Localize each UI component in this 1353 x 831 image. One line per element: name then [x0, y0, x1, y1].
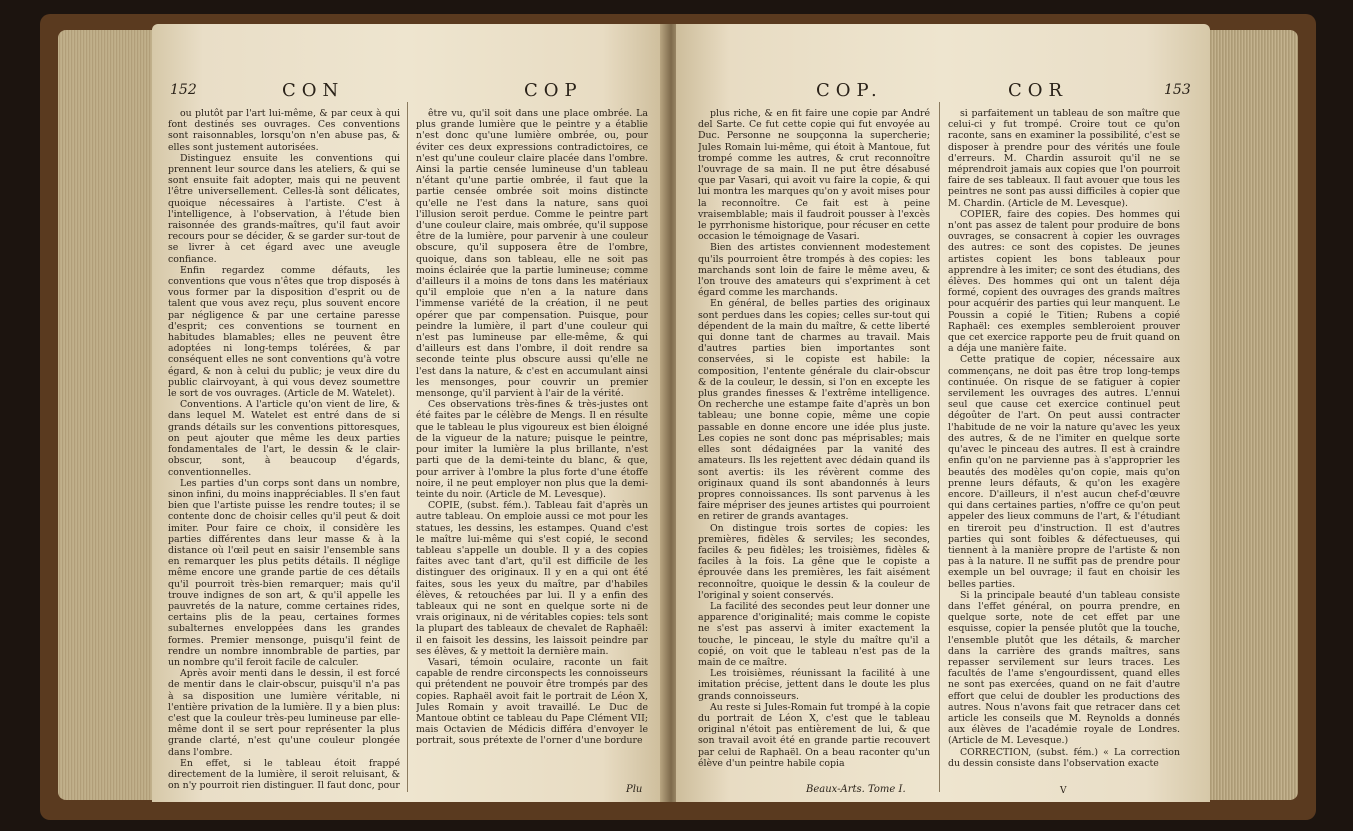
paragraph: Conventions. A l'article qu'on vient de lire, & dans lequel M. Watelet est entré dans de si grands détails sur les conventions pittoresques, on peut ajouter que même les deux parties fondamentales de l'art, le dessin & le clair-obscur, sont, à beaucoup d'égards, conventionnelles.: [168, 399, 400, 478]
paragraph: Cette pratique de copier, nécessaire aux commençans, ne doit pas être trop long-temps continuée. On risque de se fatiguer à copier servilement les ouvrages des autres. L'ennui seul que cause cet exercice continuel peut dégoûter de l'art. On peut aussi contracter l'habitude de ne voir la nature qu'avec les yeux des autres, & de ne l'imiter en quelque sorte qu'avec le pinceau des autres. Il est à craindre enfin qu'on ne parvienne pas à s'approprier les beautés des modèles qu'on copie, mais qu'on prenne leurs défauts, & qu'on les exagère encore. D'ailleurs, il n'est aucun chef-d'œuvre qui dans certaines parties, n'offre ce qu'on peut appeler des lieux communs de l'art, & l'étudiant en tireroit peu d'instruction. Il est d'autres parties qui sont foibles & défectueuses, qui tiennent à la manière propre de l'artiste & non pas à la nature. Il ne suffit pas de prendre pour exemple un bel ouvrage; il faut en choisir les belles parties.: [948, 354, 1180, 590]
paragraph: Vasari, témoin oculaire, raconte un fait capable de rendre circonspects les connoisseurs qui prétendent ne pouvoir être trompés par des copies. Raphaël avoit fait le portrait de Léon X, Jules Romain y avoit travaillé. Le Duc de Mantoue obtint ce tableau du Pape Clément VII; mais Octavien de Médicis différa d'envoyer le portrait, sous prétexte de l'orner d'une bordure: [416, 656, 648, 747]
right-header-left: COP.: [816, 80, 883, 101]
left-column-2: [416, 108, 648, 792]
paragraph: COPIER, faire des copies. Des hommes qui n'ont pas assez de talent pour produire de bons ouvrages, se consacrent à copier les ouvrages des autres: ce sont des copistes. De jeunes artistes copient les bons tableaux pour apprendre à les imiter; ce sont des étudians, des élèves. Des hommes qui ont un talent déja formé, copient des ouvrages des grands maîtres pour acquérir des parties qui leur manquent. Le Poussin a copié le Titien; Rubens a copié Raphaël: ces exemples sembleroient prouver que cet exercice rapporte peu de fruit quand on a déja une manière faite.: [948, 208, 1180, 355]
paragraph: ou plutôt par l'art lui-même, & par ceux à qui font destinés ses ouvrages. Ces conventions sont raisonnables, lorsqu'on n'en abuse pas, & elles sont justement autorisées.: [168, 108, 400, 153]
right-page: [676, 24, 1210, 802]
paragraph: Ces observations très-fines & très-justes ont été faites par le célèbre de Mengs. Il en résulte que le tableau le plus vigoureux est bien éloigné de la vigueur de la nature; puisque le peintre, pour imiter la lumière la plus brillante, n'est parti que de la demi-teinte du blanc, & que, pour arriver à l'ombre la plus forte d'une étoffe noire, il ne peut employer non plus que la demi-teinte du noir. (Article de M. Levesque).: [416, 399, 648, 500]
right-column-1: [698, 108, 930, 792]
volume-footer: Beaux-Arts. Tome I.: [806, 784, 906, 795]
left-page: [152, 24, 664, 802]
right-page-number: 153: [1164, 82, 1191, 98]
paragraph: être vu, qu'il soit dans une place ombrée. La plus grande lumière que le peintre y a établie n'est donc qu'une lumière ombrée, ou, pour éviter ces deux expressions contradictoires, ce n'est qu'une couleur claire placée dans l'ombre. Ainsi la partie censée lumineuse d'un tableau n'étant qu'une partie ombrée, il faut que la partie censée ombrée soit moins distincte qu'elle ne l'est dans la nature, sans quoi l'illusion seroit perdue. Comme le peintre part d'une couleur claire, mais ombrée, qu'il suppose être de la lumière, pour parvenir à une couleur obscure, qu'il supposera être de l'ombre, quoique, dans son tableau, elle ne soit pas moins éclairée que la partie lumineuse; comme d'ailleurs il a moins de tons dans les matériaux qu'il emploie que n'en a la nature dans l'immense variété de la création, il ne peut opérer que par compensation. Puisque, pour peindre la lumière, il part d'une couleur qui n'est pas lumineuse par elle-même, & qui d'ailleurs est dans l'ombre, il doit rendre sa seconde teinte plus obscure aussi qu'elle ne l'est dans la nature, & c'est en accumulant ainsi les mensonges, pour couvrir un premier mensonge, qu'il parvient à l'air de la vérité.: [416, 108, 648, 400]
paragraph: Au reste si Jules-Romain fut trompé à la copie du portrait de Léon X, c'est que le tableau original n'étoit pas entièrement de lui, & que son travail avoit été en grande partie recouvert par celui de Raphaël. On a beau raconter qu'un élève d'un peintre habile copia: [698, 701, 930, 769]
right-column-2: [948, 108, 1180, 792]
paragraph: CORRECTION, (subst. fém.) « La correction du dessin consiste dans l'observation exacte: [948, 746, 1180, 769]
paragraph: On distingue trois sortes de copies: les premières, fidèles & serviles; les secondes, faciles & peu fidèles; les troisièmes, fidèles & faciles à la fois. La gêne que le copiste a éprouvée dans les premières, les fait aisément reconnoître, quoique le dessin & la couleur de l'original y soient conservés.: [698, 522, 930, 601]
column-rule: [939, 102, 940, 792]
paragraph: Les troisièmes, réunissant la facilité à une imitation précise, jettent dans le doute les plus grands connoisseurs.: [698, 668, 930, 702]
left-header-left: CON: [282, 80, 345, 101]
paragraph: En effet, si le tableau étoit frappé directement de la lumière, il seroit reluisant, & on n'y pourroit rien distinguer. Il faut donc, pour: [168, 757, 400, 792]
paragraph: La facilité des secondes peut leur donner une apparence d'originalité; mais comme le copiste ne s'est pas asservi à imiter exactement la touche, le pinceau, le style du maître qu'il a copié, on voit que le tableau n'est pas de la main de ce maître.: [698, 600, 930, 668]
paragraph: Bien des artistes conviennent modestement qu'ils pourroient être trompés à des copies: les marchands sont loin de faire le même aveu, & l'on trouve des amateurs qui s'expriment à cet égard comme les marchands.: [698, 242, 930, 299]
page-edges-right: [1206, 30, 1298, 800]
paragraph: COPIE, (subst. fém.). Tableau fait d'après un autre tableau. On emploie aussi ce mot pour les statues, les dessins, les estampes. Quand c'est le maître lui-même qui s'est copié, le second tableau s'appelle un double. Il y a des copies faites avec tant d'art, qu'il est difficile de les distinguer des originaux. Il y en a qui ont été faites, sous les yeux du maître, par d'habiles élèves, & retouchées par lui. Il y a enfin des tableaux qui ne sont en quelque sorte ni de vrais originaux, ni de véritables copies: tels sont la plupart des tableaux de chevalet de Raphaël: il en faisoit les dessins, les laissoit peindre par ses élèves, & y mettoit la dernière main.: [416, 500, 648, 657]
left-header-right: COP: [524, 80, 583, 101]
signature-mark: V: [1060, 786, 1067, 796]
paragraph: si parfaitement un tableau de son maître que celui-ci y fut trompé. Croire tout ce qu'on raconte, sans en examiner la possibilité, c'est se disposer à prendre pour des vérités une foule d'erreurs. M. Chardin assuroit qu'il ne se méprendroit jamais aux copies que l'on pourroit faire de ses tableaux. Il faut avouer que tous les peintres ne sont pas aussi difficiles à copier que M. Chardin. (Article de M. Levesque).: [948, 108, 1180, 209]
column-rule: [407, 102, 408, 792]
right-header-right: COR: [1008, 80, 1069, 101]
paragraph: Après avoir menti dans le dessin, il est forcé de mentir dans le clair-obscur, puisqu'il n'a pas à sa disposition une lumière véritable, ni l'entière privation de la lumière. Il y a bien plus: c'est que la couleur très-peu lumineuse par elle-même dont il se sert pour représenter la plus grande clarté, n'est qu'une couleur plongée dans l'ombre.: [168, 668, 400, 758]
paragraph: Enfin regardez comme défauts, les conventions que vous n'êtes que trop disposés à vous former par la disposition d'esprit ou de talent que vous avez reçu, plus souvent encore par négligence & par une certaine paresse d'esprit; ces conventions se tournent en habitudes blamables; elles ne peuvent être adoptées ni long-temps tolérées, & par conséquent elles ne sont conventions qu'à votre égard, & non à celui du public; je veux dire du public clairvoyant, à qui vous devez soumettre le sort de vos ouvrages. (Article de M. Watelet).: [168, 264, 400, 400]
paragraph: Distinguez ensuite les conventions qui prennent leur source dans les ateliers, & qui se sont ensuite fait adopter, mais qui ne peuvent l'être universellement. Celles-là sont délicates, quoique nécessaires à l'artiste. C'est à l'intelligence, à l'observation, à l'étude bien raisonnée des grands-maîtres, qu'il faut avoir recours pour se décider, & se garder sur-tout de se livrer à cet égard avec une aveugle confiance.: [168, 152, 400, 265]
paragraph: Si la principale beauté d'un tableau consiste dans l'effet général, on pourra prendre, en quelque sorte, note de cet effet par une esquisse, copier la pensée plutôt que la touche, l'ensemble plutôt que les détails, & marcher dans la carrière des grands maîtres, sans repasser servilement sur leurs traces. Les facultés de l'ame s'engourdissent, quand elles ne sont pas exercées, quand on ne fait d'autre effort que celui de doubler les productions des autres. Nous n'avons fait que retracer dans cet article les conseils que M. Reynolds a donnés aux élèves de l'académie royale de Londres. (Article de M. Levesque.): [948, 589, 1180, 747]
left-page-number: 152: [170, 82, 197, 98]
paragraph: En général, de belles parties des originaux sont perdues dans les copies; celles sur-tout qui dépendent de la main du maître, & cette liberté qui donne tant de charmes au travail. Mais d'autres parties bien importantes sont conservées, si le copiste est habile: la composition, l'entente générale du clair-obscur & de la couleur, le dessin, si l'on en excepte les plus grandes finesses & l'extrême intelligence. On recherche une estampe faite d'après un bon tableau; une bonne copie, même une copie passable en donne encore une idée plus juste. Les copies ne sont donc pas méprisables; mais elles sont dédaignées par la vanité des amateurs. Ils les rejettent avec dédain quand ils sont avertis: ils les révèrent comme des originaux quand ils sont abandonnés à leurs propres connoissances. Ils sont parvenus à les faire mépriser des jeunes artistes qui pourroient en retirer de grands avantages.: [698, 298, 930, 523]
paragraph: Les parties d'un corps sont dans un nombre, sinon infini, du moins inappréciables. Il s'en faut bien que l'artiste puisse les rendre toutes; il se contente donc de choisir celles qu'il peut & doit imiter. Pour faire ce choix, il considère les parties différentes dans leur masse & à la distance où l'œil peut en saisir l'ensemble sans en remarquer les plus petits détails. Il néglige même encore une grande partie de ces détails qu'il pourroit très-bien remarquer; mais qu'il trouve indignes de son art, & qu'il appelle les pauvretés de la nature, comme certaines rides, certains plis de la peau, certaines formes subalternes enveloppées dans les grandes formes. Premier mensonge, puisqu'il feint de rendre un nombre innombrable de parties, par un nombre qu'il feroit facile de calculer.: [168, 477, 400, 668]
page-edges-left: [58, 30, 154, 800]
paragraph: plus riche, & en fit faire une copie par André del Sarte. Ce fut cette copie qui fut envoyée au Duc. Personne ne soupçonna la supercherie; Jules Romain lui-même, qui étoit à Mantoue, fut trompé comme les autres, & crut reconnoître l'ouvrage de sa main. Il ne put être désabusé que par Vasari, qui avoit vu faire la copie, & qui lui montra les marques qu'on y avoit mises pour la reconnoître. Ce fait est à peine vraisemblable; mais il faudroit pousser à l'excès le pyrrhonisme historique, pour récuser en cette occasion le témoignage de Vasari.: [698, 108, 930, 243]
catchword: Plu: [626, 784, 643, 795]
left-column-1: [168, 108, 400, 792]
